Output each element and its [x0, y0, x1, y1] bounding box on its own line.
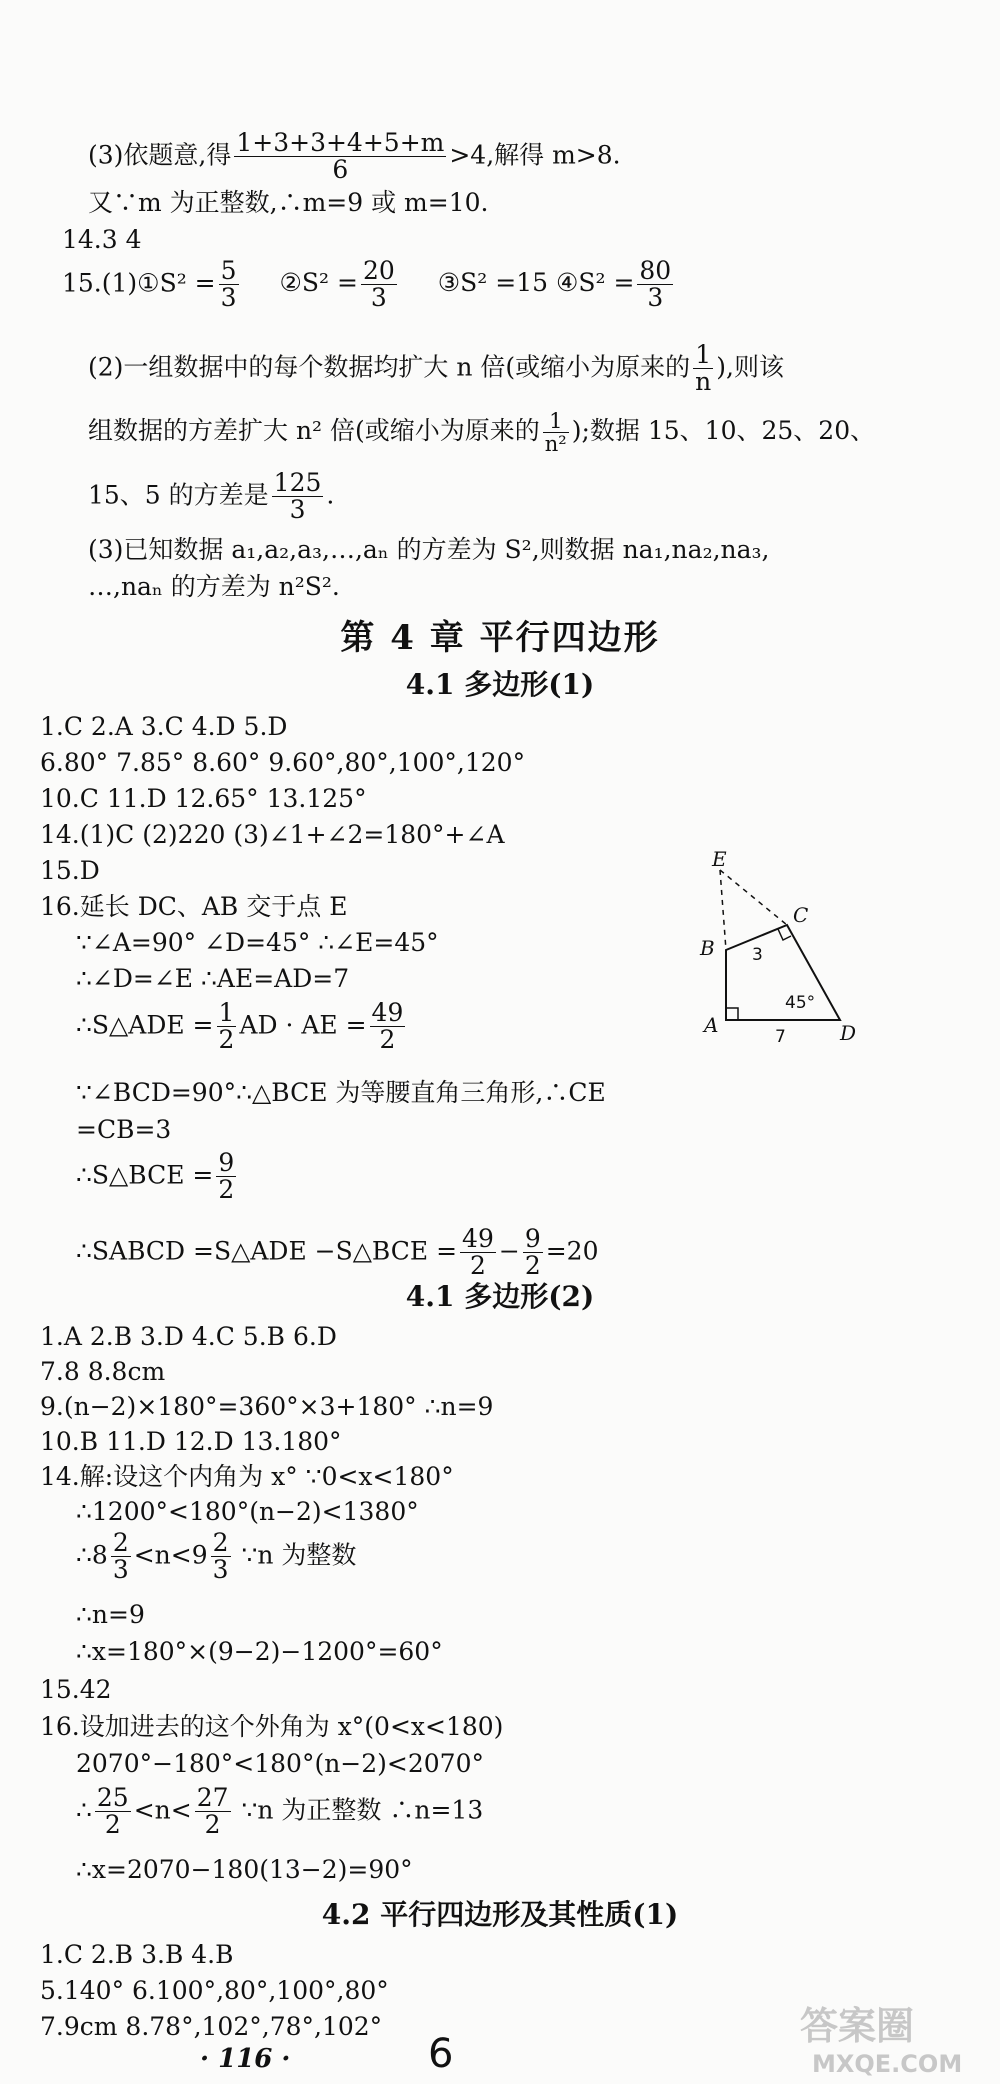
fraction: $\frac{125}{3}$: [273, 468, 322, 525]
line-area-abcd: ∴SABCD =S△ADE −S△BCE = $\frac{49}{2}$ − $\frac{9}{2}$ =20: [76, 1224, 599, 1281]
fraction: $\frac{80}{3}$: [639, 256, 672, 313]
text-line: 16.设加进去的这个外角为 x°(0<x<180): [40, 1712, 504, 1741]
text-line: 9.(n−2)×180°=360°×3+180° ∴n=9: [40, 1392, 494, 1421]
dashed-line-eb: [720, 870, 726, 950]
text-line: 2070°−180°<180°(n−2)<2070°: [76, 1749, 484, 1778]
fraction: $\frac{49}{2}$: [462, 1224, 494, 1281]
label-a: A: [704, 1013, 719, 1037]
fraction: $\frac{1+3+3+4+5+m}{6}$: [236, 128, 445, 185]
text-line: 14.(1)C (2)220 (3)∠1+∠2=180°+∠A: [40, 820, 505, 849]
line-area-ade: ∴S△ADE = $\frac{1}{2}$ AD · AE = $\frac{49}{2}$: [76, 998, 404, 1055]
text-line: 6.80° 7.85° 8.60° 9.60°,80°,100°,120°: [40, 748, 526, 777]
fraction: $\frac{1}{2}$: [218, 998, 235, 1055]
text-line: 7.9cm 8.78°,102°,78°,102°: [40, 2012, 383, 2041]
section-title: 4.1 多边形(1): [405, 668, 595, 701]
line-3-eq: (3)依题意,得 $\frac{1+3+3+4+5+m}{6}$ >4,解得 m>8.: [88, 128, 621, 185]
line-15-2c: 15、5 的方差是 $\frac{125}{3}$ .: [88, 468, 335, 525]
text-line: 10.C 11.D 12.65° 13.125°: [40, 784, 367, 813]
text-line: 1.A 2.B 3.D 4.C 5.B 6.D: [40, 1322, 337, 1351]
line-15-2: (2)一组数据中的每个数据均扩大 n 倍(或缩小为原来的 $\frac{1}{n}$ ),则该: [88, 340, 784, 397]
label-length-bc: 3: [752, 945, 763, 965]
line-n-range: ∴8 $\frac{2}{3}$ <n<9 $\frac{2}{3}$ ∵n 为整数: [76, 1528, 357, 1585]
text-line: 16.延长 DC、AB 交于点 E: [40, 892, 348, 921]
dashed-line-ec: [720, 870, 787, 925]
handwritten-mark: 6: [428, 2031, 454, 2077]
fraction: $\frac{9}{2}$: [218, 1148, 235, 1205]
text-line: 14.3 4: [62, 225, 142, 254]
text-line: 1.C 2.A 3.C 4.D 5.D: [40, 712, 288, 741]
text-line: 15.42: [40, 1675, 112, 1704]
text-line: =CB=3: [76, 1115, 172, 1144]
text-line: ∵∠A=90° ∠D=45° ∴∠E=45°: [76, 928, 439, 957]
line-n-range-2: ∴ $\frac{25}{2}$ <n< $\frac{27}{2}$ ∵n 为正整数 ∴n=13: [76, 1783, 484, 1840]
text-line: ∴n=9: [76, 1600, 145, 1629]
text-line: 10.B 11.D 12.D 13.180°: [40, 1427, 342, 1456]
fraction: $\frac{1}{\text{n²}}$: [544, 409, 567, 457]
line-15-2b: 组数据的方差扩大 n² 倍(或缩小为原来的 $\frac{1}{\text{n²}}$ );数据 15、10、25、20、: [88, 409, 876, 457]
text-line: ∵∠BCD=90°∴△BCE 为等腰直角三角形,∴CE: [76, 1078, 606, 1107]
text-line: 5.140° 6.100°,80°,100°,80°: [40, 1976, 389, 2005]
text-line: ∴x=2070−180(13−2)=90°: [76, 1855, 413, 1884]
text-line: 又∵m 为正整数,∴m=9 或 m=10.: [88, 188, 489, 217]
fraction: $\frac{2}{3}$: [212, 1528, 229, 1585]
fraction: $\frac{49}{2}$: [371, 998, 404, 1055]
text-line: …,naₙ 的方差为 n²S².: [88, 572, 340, 601]
page-number: · 116 ·: [200, 2044, 291, 2074]
watermark-logo: 答案圈: [800, 2004, 915, 2048]
label-c: C: [793, 903, 809, 927]
section-title: 4.1 多边形(2): [405, 1280, 595, 1313]
text-line: ∴∠D=∠E ∴AE=AD=7: [76, 964, 350, 993]
label-d: D: [840, 1021, 857, 1045]
fraction: $\frac{25}{2}$: [96, 1783, 129, 1840]
label-b: B: [700, 936, 715, 960]
fraction: $\frac{20}{3}$: [362, 256, 395, 313]
line-area-bce: ∴S△BCE = $\frac{9}{2}$: [76, 1148, 235, 1205]
text-line: 14.解:设这个内角为 x° ∵0<x<180°: [40, 1462, 454, 1491]
chapter-title: 第 4 章 平行四边形: [340, 618, 660, 658]
fraction: $\frac{2}{3}$: [112, 1528, 129, 1585]
text-line: ∴1200°<180°(n−2)<1380°: [76, 1497, 419, 1526]
right-angle-a: [726, 1008, 738, 1020]
fraction: $\frac{1}{n}$: [695, 340, 712, 397]
fraction: $\frac{27}{2}$: [196, 1783, 229, 1840]
text-line: 7.8 8.8cm: [40, 1357, 166, 1386]
section-title: 4.2 平行四边形及其性质(1): [321, 1898, 679, 1931]
watermark-url: MXQE.COM: [812, 2050, 963, 2078]
fraction: $\frac{5}{3}$: [220, 256, 237, 313]
quadrilateral-figure: [690, 850, 870, 1120]
fraction: $\frac{9}{2}$: [524, 1224, 541, 1281]
label-length-ad: 7: [775, 1027, 786, 1047]
line-15-1: 15.(1)①S² = $\frac{5}{3}$ ②S² = $\frac{20}{3}$ ③S² =15 ④S² = $\frac{80}{3}$: [62, 256, 672, 313]
label-angle-d: 45°: [785, 993, 816, 1013]
label-e: E: [712, 850, 727, 871]
text-line: 1.C 2.B 3.B 4.B: [40, 1940, 234, 1969]
text-line: (3)已知数据 a₁,a₂,a₃,…,aₙ 的方差为 S²,则数据 na₁,na₂,na₃,: [88, 535, 770, 564]
text-line: ∴x=180°×(9−2)−1200°=60°: [76, 1637, 443, 1666]
text-line: 15.D: [40, 856, 100, 885]
